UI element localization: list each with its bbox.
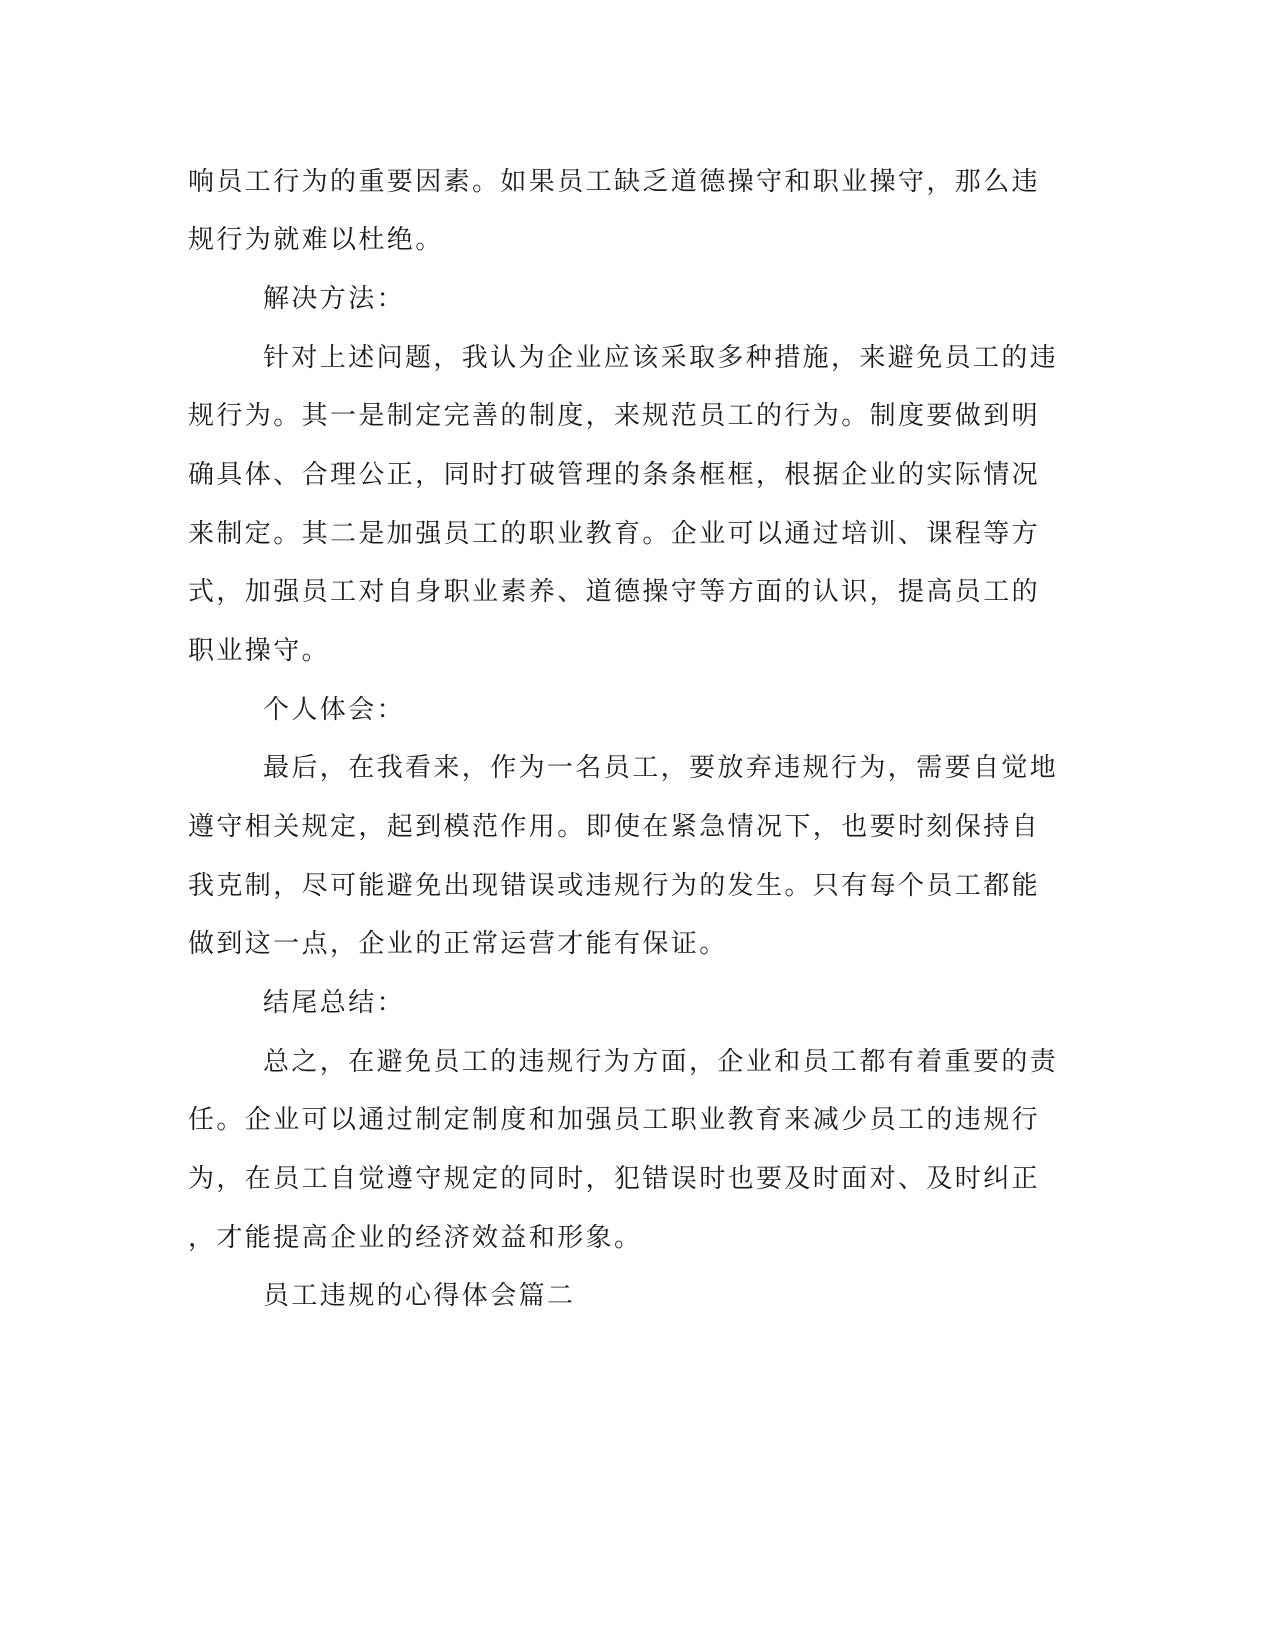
section-heading-solution: 解决方法： [263,284,406,314]
body-text-line: 来制定。其二是加强员工的职业教育。企业可以通过培训、课程等方 [188,519,1041,549]
body-text-line: 针对上述问题，我认为企业应该采取多种措施，来避免员工的违 [263,343,1059,373]
body-text-line: 遵守相关规定，起到模范作用。即使在紧急情况下，也要时刻保持自 [188,812,1041,842]
body-text-line: 做到这一点，企业的正常运营才能有保证。 [188,929,728,959]
body-text-line: 式，加强员工对自身职业素养、道德操守等方面的认识，提高员工的 [188,577,1041,607]
body-text-line: 任。企业可以通过制定制度和加强员工职业教育来减少员工的违规行 [188,1105,1041,1135]
body-text-line: ，才能提高企业的经济效益和形象。 [188,1223,643,1253]
body-text-line: 为，在员工自觉遵守规定的同时，犯错误时也要及时面对、及时纠正 [188,1164,1041,1194]
section-heading-personal: 个人体会： [263,695,406,725]
body-text-line: 规行为。其一是制定完善的制度，来规范员工的行为。制度要做到明 [188,401,1041,431]
body-text-line: 最后，在我看来，作为一名员工，要放弃违规行为，需要自觉地 [263,753,1059,783]
body-text-line: 我克制，尽可能避免出现错误或违规行为的发生。只有每个员工都能 [188,871,1041,901]
section-heading-summary: 结尾总结： [263,988,406,1018]
body-text-line: 规行为就难以杜绝。 [188,225,444,255]
body-text-line: 职业操守。 [188,636,331,666]
body-text-line: 确具体、合理公正，同时打破管理的条条框框，根据企业的实际情况 [188,460,1041,490]
chapter-title: 员工违规的心得体会篇二 [263,1281,576,1311]
body-text-line: 总之，在避免员工的违规行为方面，企业和员工都有着重要的责 [263,1047,1059,1077]
body-text-line: 响员工行为的重要因素。如果员工缺乏道德操守和职业操守，那么违 [188,167,1041,197]
